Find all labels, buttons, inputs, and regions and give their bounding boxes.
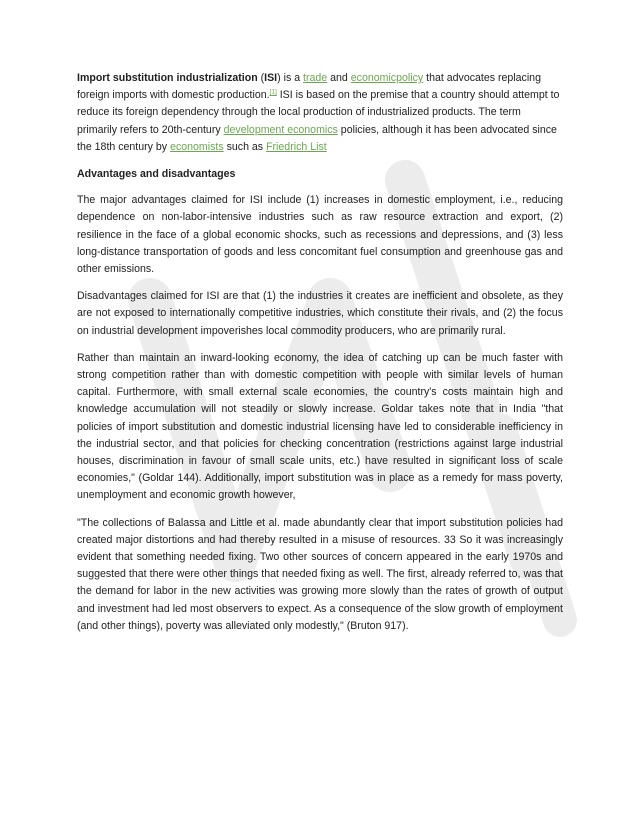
- paragraph-disadvantages: Disadvantages claimed for ISI are that (1) the industries it creates are inefficient and obsolete, as they are not exposed to internationally competitive industries, which constitute their rivals, and (2) the focus on industrial development impoverishes local commodity producers, who are primarily rural.: [77, 290, 563, 337]
- link-trade[interactable]: trade: [303, 72, 328, 84]
- section-heading: Advantages and disadvantages: [77, 168, 236, 181]
- paragraph-catching-up: Rather than maintain an inward-looking economy, the idea of catching up can be much faster with strong competition rather than with domestic competition with people with similar levels of human capital. Furthermore, with small external scale economies, the country's costs maintain high and knowledge accumulation will not steadily or slowly increase. Goldar takes note that in India "that policies of import substitution and domestic industrial licensing have led to considerable inefficiency in the industrial sector, and that policies for checking concentration (restrictions against large industrial houses, discrimination in favour of small scale units, etc.) have resulted in significant loss of scale economies," (Goldar 144). Additionally, import substitution was in place as a remedy for mass poverty, unemployment and economic growth however,: [77, 351, 563, 502]
- text-span: policies, although it has been advocated since the 18th century by: [77, 123, 557, 153]
- citation-link[interactable]: [1]: [269, 88, 277, 96]
- intro-paragraph: [77, 70, 563, 156]
- abbr-bold: ISI: [264, 72, 278, 84]
- link-economic-policy[interactable]: economicpolicy: [350, 72, 424, 84]
- text-span: is a: [280, 72, 304, 84]
- text-span: and: [327, 72, 351, 84]
- document-body: [77, 70, 563, 645]
- term-bold: Import substitution industrialization: [77, 72, 258, 84]
- text-span: such as: [223, 140, 267, 153]
- link-friedrich-list[interactable]: Friedrich List: [266, 140, 327, 153]
- text-span: ): [277, 72, 281, 84]
- text-span: that advocates replacing foreign imports with domestic production.: [77, 72, 541, 102]
- paragraph-quote: "The collections of Balassa and Little et al. made abundantly clear that import substitution policies had created major distortions and had thereby resulted in a misuse of resources. 33 So it was increasingly evident that something needed fixing. Two other sources of concern appeared in the early 1970s and suggested that there were other things that needed fixing as well. The first, already referred to, was that the demand for labor in the new activities was growing more slowly than the rates of growth of output and investment had led most observers to expect. As a consequence of the slow growth of employment (and other things), poverty was alleviated only modestly," (Bruton 917).: [77, 516, 563, 632]
- paragraph-advantages: The major advantages claimed for ISI include (1) increases in domestic employment, i.e., reducing dependence on non-labor-intensive industries such as raw resource extraction and export, (2) resilience in the face of a global economic shocks, such as recessions and depressions, and (3) less long-distance transportation of goods and less concomitant fuel consumption and greenhouse gas and other emissions.: [77, 194, 563, 276]
- link-economists[interactable]: economists: [170, 140, 224, 153]
- link-development-economics[interactable]: development economics: [223, 123, 338, 136]
- text-span: ISI is based on the premise that a country should attempt to reduce its foreign dependency through the local production of industrialized products. The term primarily refers to 20th-century: [77, 89, 560, 136]
- text-span: (: [257, 72, 265, 84]
